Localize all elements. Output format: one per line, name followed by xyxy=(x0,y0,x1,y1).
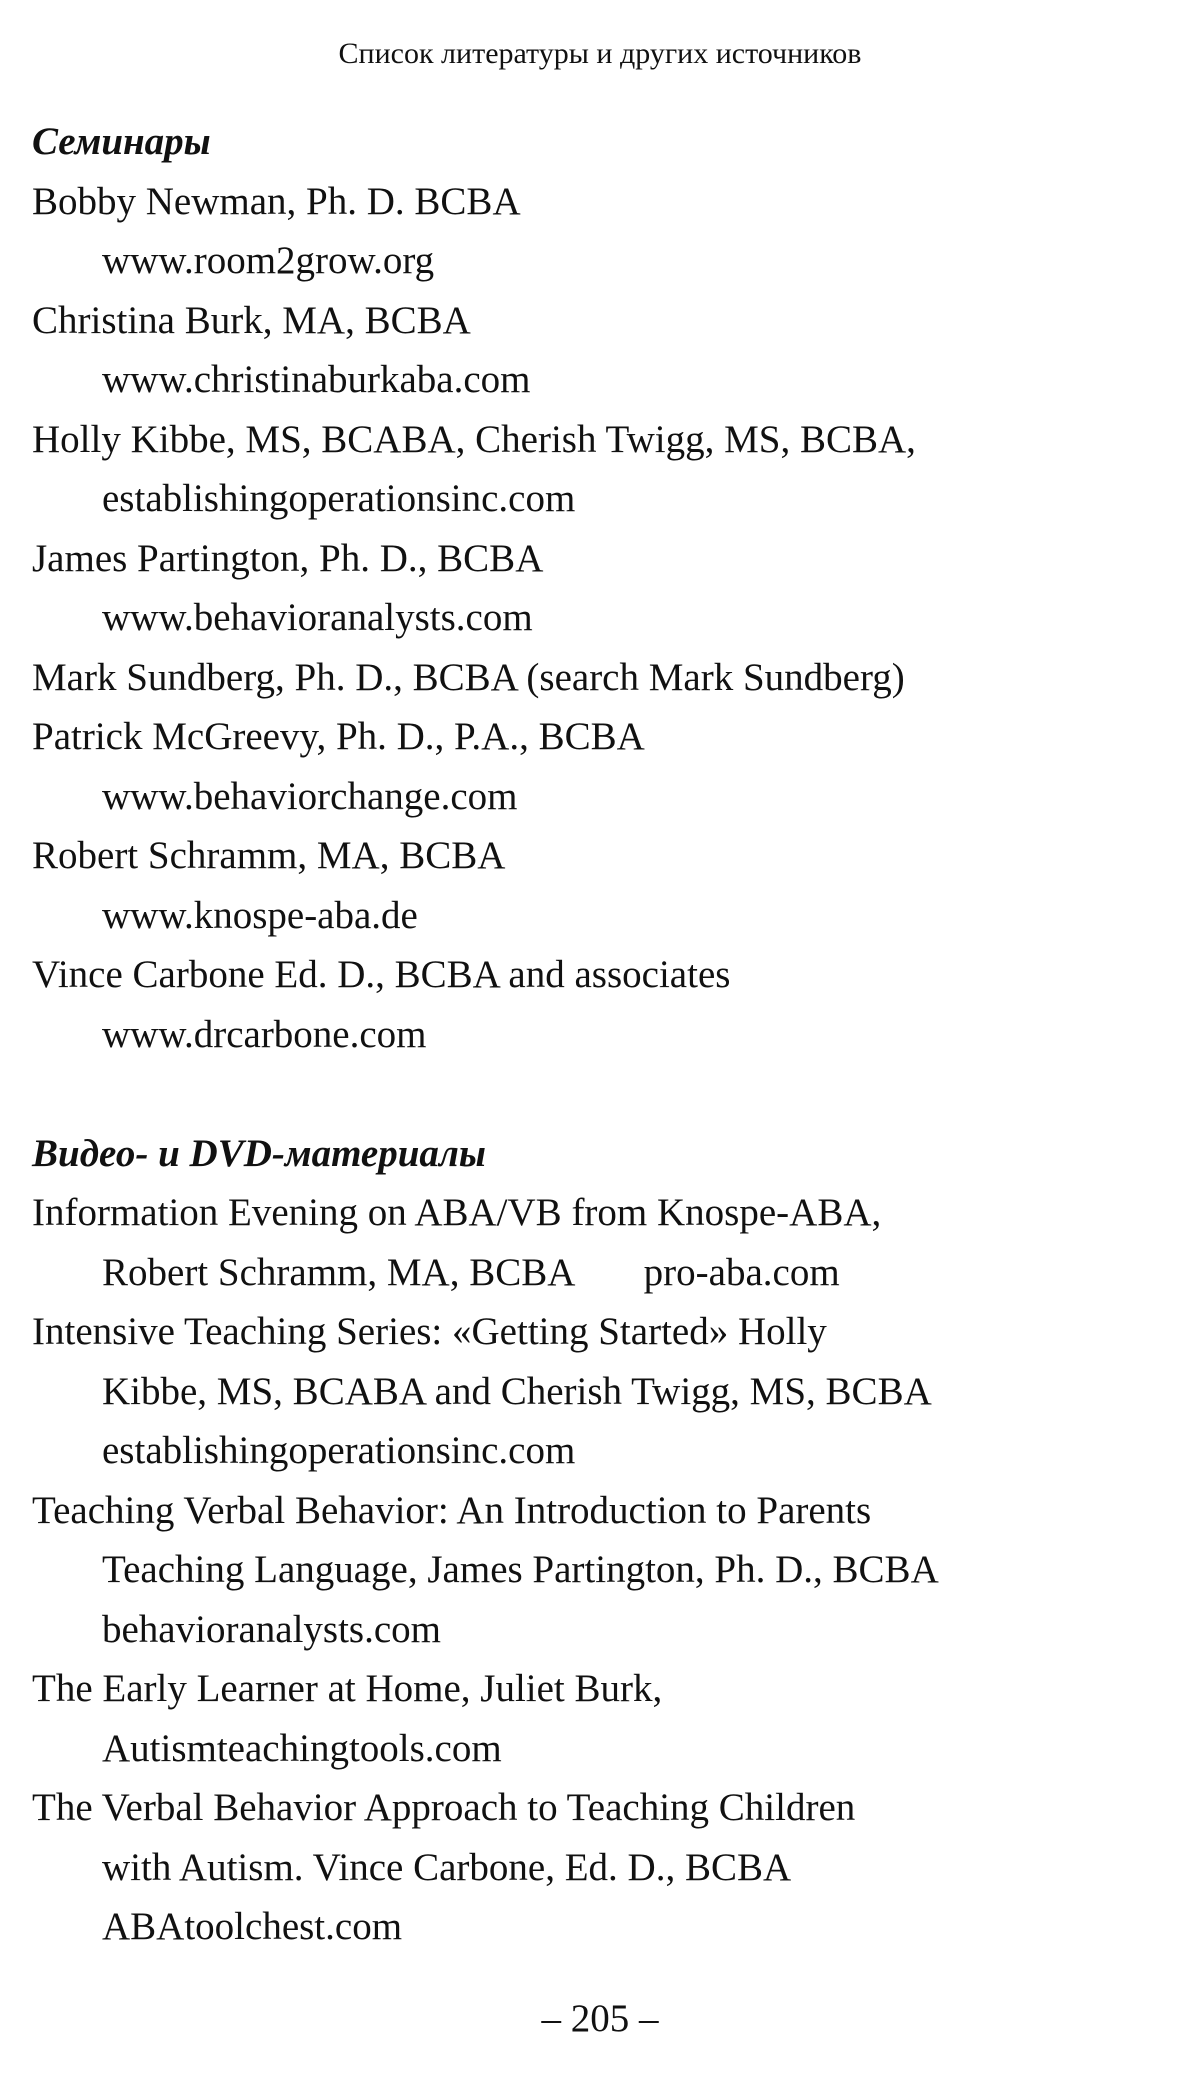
list-item xyxy=(32,1302,1152,1481)
section-title-videos: Видео- и DVD-материалы xyxy=(32,1131,486,1175)
entry-continuation-line: establishingoperationsinc.com xyxy=(102,1429,576,1472)
entry-continuation-line: Kibbe, MS, BCABA and Cherish Twigg, MS, BCBA xyxy=(102,1369,932,1413)
entry-continuation-line: www.knospe-aba.de xyxy=(102,893,418,937)
entry-continuation-line: behavioranalysts.com xyxy=(102,1607,441,1651)
entry-line: Mark Sundberg, Ph. D., BCBA (search Mark Sundberg) xyxy=(32,655,905,699)
entry-line: Holly Kibbe, MS, BCABA, Cherish Twigg, MS, BCBA, xyxy=(32,417,916,461)
entry-continuation-line: Autismteachingtools.com xyxy=(102,1726,502,1770)
entry-line: Christina Burk, MA, BCBA xyxy=(32,298,471,342)
entry-line: Intensive Teaching Series: «Getting Started» Holly xyxy=(32,1310,827,1353)
list-item xyxy=(32,410,1152,529)
videos-list xyxy=(32,1183,1152,1957)
list-item xyxy=(32,1778,1152,1957)
list-item xyxy=(32,1183,1152,1302)
running-header: Список литературы и других источников xyxy=(338,37,862,70)
entry-continuation-line: ABAtoolchest.com xyxy=(102,1905,403,1948)
list-item xyxy=(32,291,1152,410)
list-item xyxy=(32,1659,1152,1778)
entry-continuation-line: www.behaviorchange.com xyxy=(102,774,518,818)
entry-line: Information Evening on ABA/VB from Knospe-ABA, xyxy=(32,1191,882,1234)
list-item xyxy=(32,1481,1152,1660)
entry-line: James Partington, Ph. D., BCBA xyxy=(32,536,544,580)
seminars-list xyxy=(32,172,1152,1065)
entry-continuation-line: www.drcarbone.com xyxy=(102,1012,427,1056)
entry-continuation-line: with Autism. Vince Carbone, Ed. D., BCBA xyxy=(102,1845,792,1889)
section-title-seminars: Семинары xyxy=(32,120,211,163)
entry-line: Bobby Newman, Ph. D. BCBA xyxy=(32,179,521,223)
entry-line: Patrick McGreevy, Ph. D., P.A., BCBA xyxy=(32,715,645,758)
section-gap xyxy=(32,1064,1152,1124)
list-item xyxy=(32,648,1152,708)
entry-line: The Early Learner at Home, Juliet Burk, xyxy=(32,1667,663,1710)
entry-line: Teaching Verbal Behavior: An Introduction to Parents xyxy=(32,1488,872,1532)
entry-continuation-line: www.christinaburkaba.com xyxy=(102,358,531,401)
entry-line: Robert Schramm, MA, BCBA xyxy=(32,834,506,877)
page-content xyxy=(32,112,1152,1957)
list-item xyxy=(32,529,1152,648)
list-item xyxy=(32,707,1152,826)
entry-line: The Verbal Behavior Approach to Teaching Children xyxy=(32,1786,856,1829)
page-number: – 205 – xyxy=(541,1997,659,2040)
entry-continuation-line: establishingoperationsinc.com xyxy=(102,477,576,520)
entry-continuation-line: www.room2grow.org xyxy=(102,239,435,282)
entry-continuation-line: Teaching Language, James Partington, Ph. D., BCBA xyxy=(102,1548,939,1591)
list-item xyxy=(32,945,1152,1064)
entry-continuation-line: Robert Schramm, MA, BCBA pro-aba.com xyxy=(102,1250,840,1294)
list-item xyxy=(32,172,1152,291)
list-item xyxy=(32,826,1152,945)
entry-line: Vince Carbone Ed. D., BCBA and associates xyxy=(32,953,731,996)
entry-continuation-line: www.behavioranalysts.com xyxy=(102,596,533,639)
